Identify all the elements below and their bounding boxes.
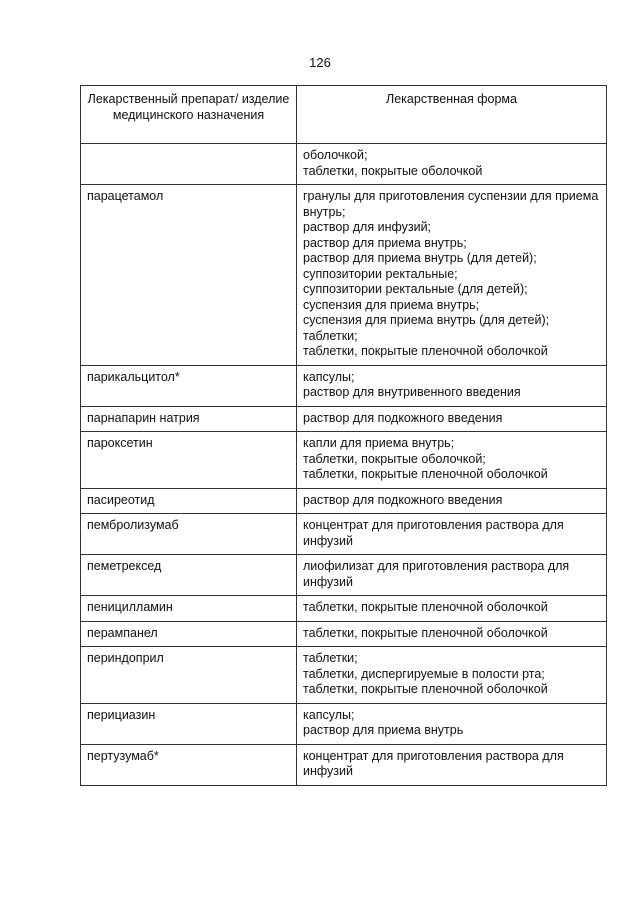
dosage-form-line: концентрат для приготовления раствора для инфузий (303, 748, 564, 778)
dosage-form-line: раствор для подкожного введения (303, 410, 503, 425)
dosage-form-line: суппозитории ректальные; (303, 266, 458, 281)
dosage-form-cell (297, 744, 607, 785)
drug-name-cell: пароксетин (81, 432, 297, 489)
table-row (81, 596, 607, 622)
drug-name-cell: перициазин (81, 703, 297, 744)
dosage-form-line: таблетки, покрытые пленочной оболочкой (303, 467, 548, 481)
dosage-form-line: суспензия для приема внутрь (для детей); (303, 313, 550, 327)
dosage-form-line: таблетки, покрытые пленочной оболочкой (303, 600, 548, 614)
drug-name-cell: пеницилламин (81, 596, 297, 622)
dosage-form-cell (297, 488, 607, 514)
dosage-form-cell (297, 144, 607, 185)
dosage-form-line: таблетки, покрытые пленочной оболочкой (303, 344, 548, 358)
table-row (81, 514, 607, 555)
table-row (81, 555, 607, 596)
dosage-form-cell (297, 432, 607, 489)
dosage-form-line: раствор для внутривенного введения (303, 385, 521, 399)
dosage-form-line: таблетки, покрытые оболочкой; (303, 451, 486, 466)
drug-name-cell: пеметрексед (81, 555, 297, 596)
dosage-form-line: таблетки, покрытые оболочкой (303, 163, 483, 178)
dosage-form-line: концентрат для приготовления раствора для инфузий (303, 518, 564, 548)
table-row (81, 744, 607, 785)
dosage-form-cell (297, 621, 607, 647)
table-row (81, 185, 607, 366)
dosage-form-line: капсулы; (303, 369, 355, 384)
header-form: Лекарственная форма (297, 86, 607, 144)
dosage-form-line: раствор для инфузий; (303, 220, 432, 234)
dosage-form-line: капсулы; (303, 707, 355, 722)
dosage-form-line: гранулы для приготовления суспензии для приема внутрь; (303, 189, 599, 219)
dosage-form-line: суппозитории ректальные (для детей); (303, 282, 528, 296)
dosage-form-line: раствор для приема внутрь (303, 723, 464, 737)
table-row (81, 647, 607, 704)
table-row (81, 432, 607, 489)
dosage-form-line: оболочкой; (303, 148, 368, 162)
dosage-form-line: лиофилизат для приготовления раствора для инфузий (303, 559, 570, 589)
table-row (81, 621, 607, 647)
dosage-form-line: капли для приема внутрь; (303, 436, 455, 450)
dosage-form-line: раствор для приема внутрь; (303, 235, 467, 250)
drug-name-cell: периндоприл (81, 647, 297, 704)
drug-name-cell: перампанел (81, 621, 297, 647)
dosage-form-line: таблетки, диспергируемые в полости рта; (303, 666, 545, 681)
dosage-form-cell (297, 596, 607, 622)
drug-name-cell: парнапарин натрия (81, 406, 297, 432)
dosage-form-cell (297, 185, 607, 366)
drug-name-cell: парикальцитол* (81, 365, 297, 406)
header-drug: Лекарственный препарат/ изделие медицинского назначения (81, 86, 297, 144)
table-row (81, 703, 607, 744)
drug-table (80, 85, 607, 786)
dosage-form-line: таблетки; (303, 328, 358, 343)
table-row (81, 144, 607, 185)
dosage-form-line: суспензия для приема внутрь; (303, 297, 480, 312)
dosage-form-line: таблетки; (303, 651, 358, 665)
dosage-form-cell (297, 406, 607, 432)
table-row (81, 406, 607, 432)
table-body (81, 144, 607, 786)
dosage-form-cell (297, 365, 607, 406)
dosage-form-cell (297, 703, 607, 744)
drug-name-cell: пасиреотид (81, 488, 297, 514)
table-row (81, 488, 607, 514)
page-number: 126 (309, 55, 331, 70)
dosage-form-line: раствор для подкожного введения (303, 492, 503, 507)
drug-name-cell: пембролизумаб (81, 514, 297, 555)
dosage-form-cell (297, 555, 607, 596)
dosage-form-line: таблетки, покрытые пленочной оболочкой (303, 625, 548, 640)
drug-name-cell: пертузумаб* (81, 744, 297, 785)
dosage-form-cell (297, 647, 607, 704)
drug-name-cell: парацетамол (81, 185, 297, 366)
dosage-form-line: раствор для приема внутрь (для детей); (303, 251, 537, 265)
table-header-row (81, 86, 607, 144)
table-row (81, 365, 607, 406)
dosage-form-cell (297, 514, 607, 555)
drug-name-cell (81, 144, 297, 185)
dosage-form-line: таблетки, покрытые пленочной оболочкой (303, 682, 548, 696)
